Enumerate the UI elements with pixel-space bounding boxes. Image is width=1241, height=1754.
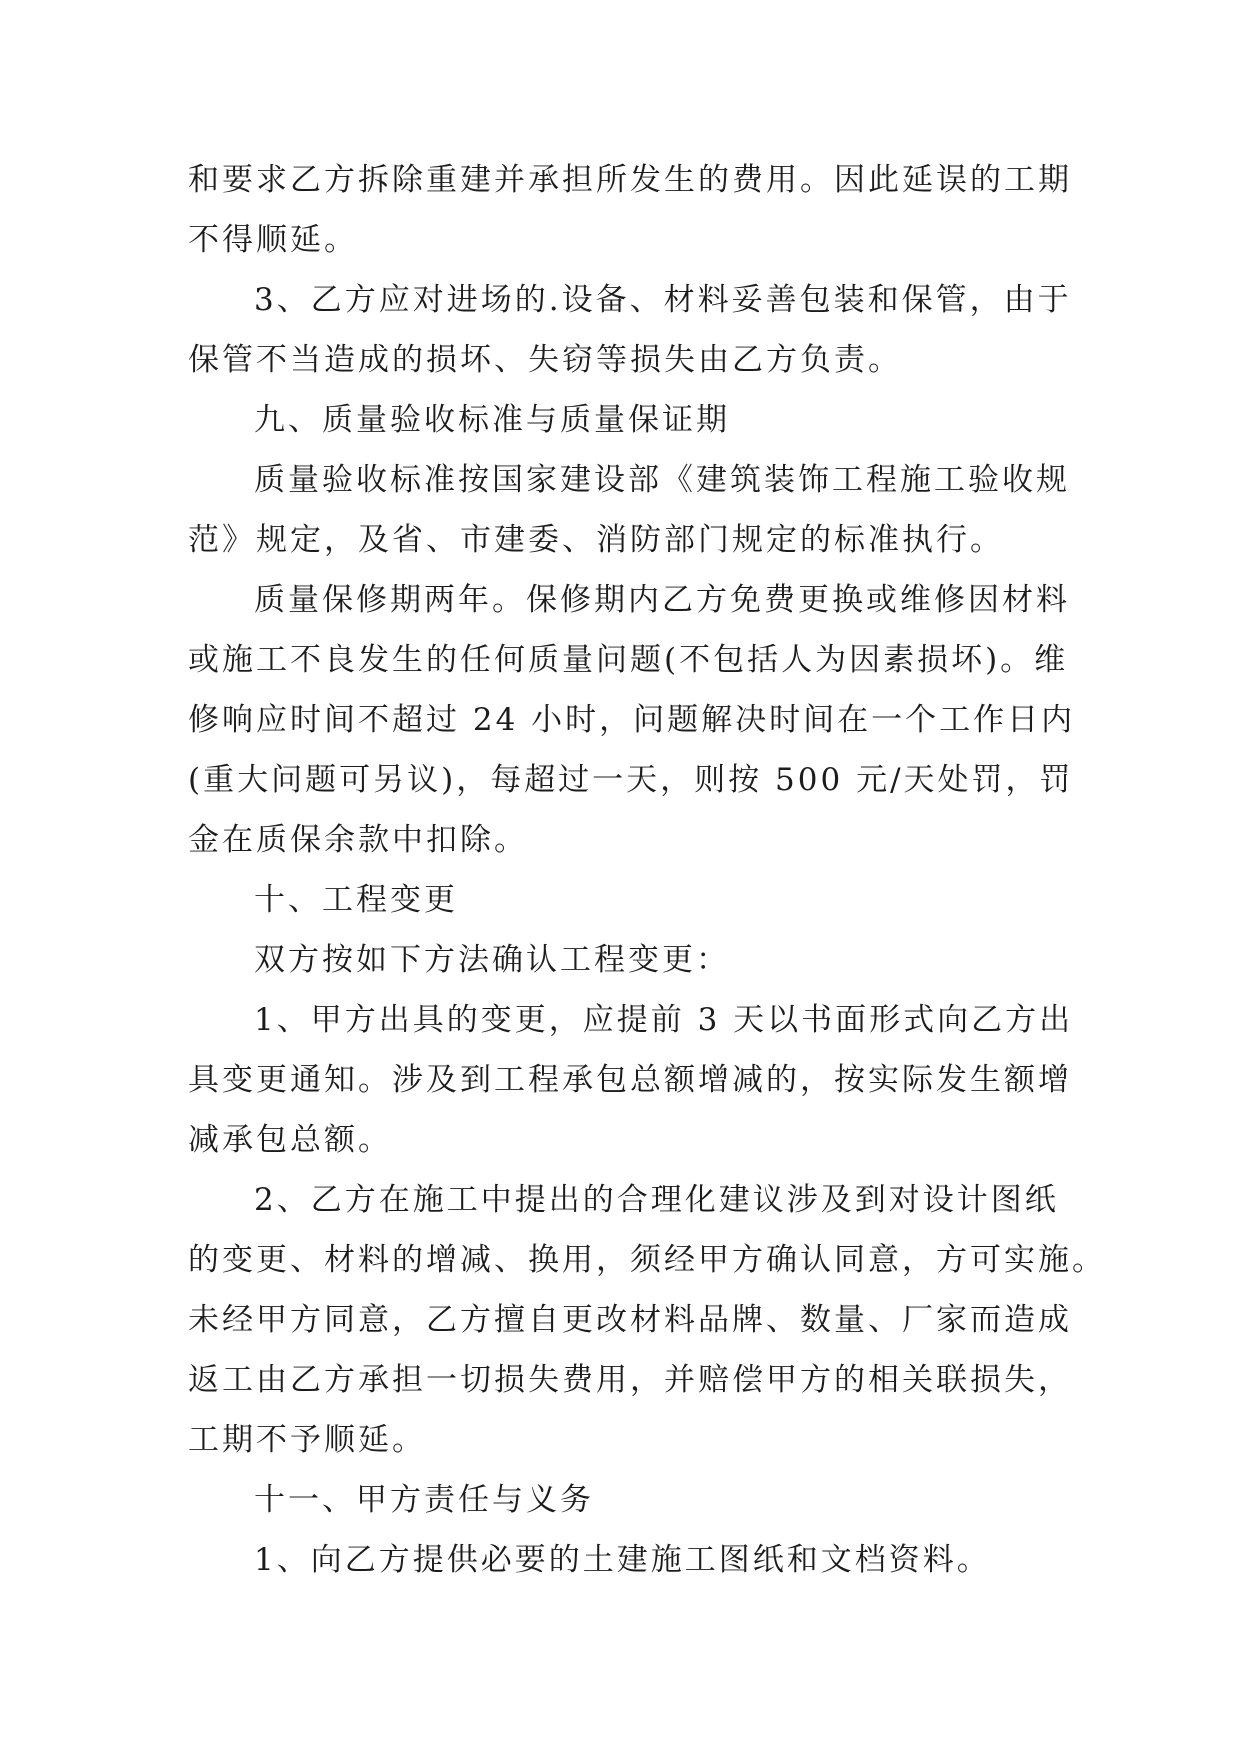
text-line: 不得顺延。 bbox=[188, 222, 358, 258]
text-line: 返工由乙方承担一切损失费用，并赔偿甲方的相关联损失， bbox=[188, 1362, 1072, 1398]
section-heading: 九、质量验收标准与质量保证期 bbox=[254, 402, 730, 438]
text-line: 或施工不良发生的任何质量问题(不包括人为因素损坏)。维 bbox=[188, 642, 1069, 678]
text-line: 保管不当造成的损坏、失窃等损失由乙方负责。 bbox=[188, 342, 902, 378]
clause-item: 1、向乙方提供必要的土建施工图纸和文档资料。 bbox=[254, 1542, 991, 1578]
text-line: 金在质保余款中扣除。 bbox=[188, 822, 528, 858]
clause-item: 2、乙方在施工中提出的合理化建议涉及到对设计图纸 bbox=[254, 1182, 1059, 1218]
text-line: 质量保修期两年。保修期内乙方免费更换或维修因材料 bbox=[254, 582, 1070, 618]
document-body bbox=[188, 150, 1106, 1590]
text-line: 减承包总额。 bbox=[188, 1122, 392, 1158]
section-heading: 十一、甲方责任与义务 bbox=[254, 1482, 594, 1518]
text-line: 工期不予顺延。 bbox=[188, 1422, 426, 1458]
section-heading: 十、工程变更 bbox=[254, 882, 458, 918]
text-line: 的变更、材料的增减、换用，须经甲方确认同意，方可实施。 bbox=[188, 1242, 1106, 1278]
text-line: 未经甲方同意，乙方擅自更改材料品牌、数量、厂家而造成 bbox=[188, 1302, 1072, 1338]
clause-item: 3、乙方应对进场的.设备、材料妥善包装和保管，由于 bbox=[254, 282, 1072, 318]
text-line: 范》规定，及省、市建委、消防部门规定的标准执行。 bbox=[188, 522, 1004, 558]
text-line: 双方按如下方法确认工程变更： bbox=[254, 942, 730, 978]
clause-item: 1、甲方出具的变更，应提前 3 天以书面形式向乙方出 bbox=[254, 1002, 1074, 1038]
text-line: 修响应时间不超过 24 小时，问题解决时间在一个工作日内 bbox=[188, 702, 1076, 738]
text-line: (重大问题可另议)，每超过一天，则按 500 元/天处罚，罚 bbox=[188, 762, 1074, 798]
text-line: 具变更通知。涉及到工程承包总额增减的，按实际发生额增 bbox=[188, 1062, 1072, 1098]
text-line: 质量验收标准按国家建设部《建筑装饰工程施工验收规 bbox=[254, 462, 1070, 498]
text-line: 和要求乙方拆除重建并承担所发生的费用。因此延误的工期 bbox=[188, 162, 1072, 198]
